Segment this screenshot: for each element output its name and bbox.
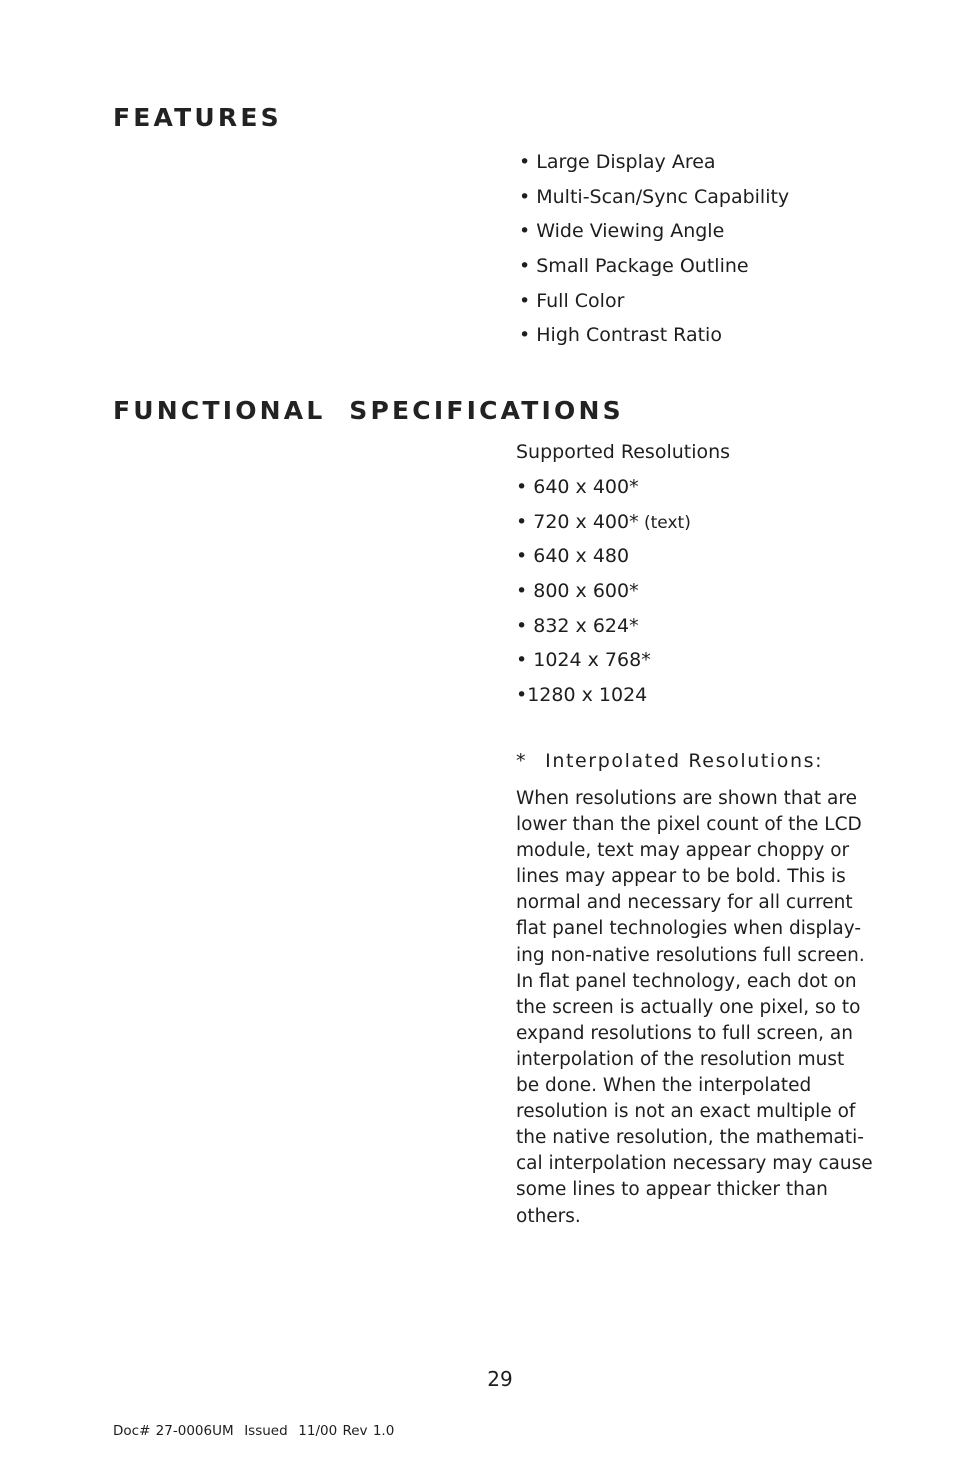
list-item xyxy=(516,678,691,713)
bullet: • xyxy=(516,545,534,568)
feature-label: Large Display Area xyxy=(536,151,716,173)
document-info-footer: Doc# 27-0006UM Issued 11/00 Rev 1.0 xyxy=(113,1423,395,1439)
list-item xyxy=(516,609,691,644)
functional-specifications-heading: FUNCTIONAL SPECIFICATIONS xyxy=(113,396,624,425)
feature-label: Wide Viewing Angle xyxy=(536,220,725,243)
bullet: • xyxy=(516,649,534,672)
list-item: • Full Color xyxy=(519,289,625,312)
bullet: • xyxy=(516,510,534,533)
bullet: • xyxy=(516,684,528,707)
bullet: • xyxy=(516,476,534,498)
list-item xyxy=(516,643,691,678)
list-item: • Wide Viewing Angle xyxy=(519,220,725,243)
list-item: • High Contrast Ratio xyxy=(519,324,722,347)
interpolated-resolutions-title xyxy=(516,750,823,772)
list-item xyxy=(516,505,691,540)
resolution-value: 800 x 600* xyxy=(533,580,639,603)
resolution-value: 640 x 480 xyxy=(533,545,630,568)
features-heading: FEATURES xyxy=(113,103,282,132)
supported-resolutions-label: Supported Resolutions xyxy=(516,441,731,463)
bullet: • xyxy=(516,580,534,603)
note-marker: * xyxy=(516,750,528,772)
resolution-value: 640 x 400* xyxy=(533,476,639,498)
list-item: • Large Display Area xyxy=(519,151,716,173)
list-item xyxy=(516,470,691,505)
feature-label: High Contrast Ratio xyxy=(536,324,722,347)
resolutions-list xyxy=(516,470,691,713)
feature-label: Multi-Scan/Sync Capability xyxy=(536,185,790,208)
resolution-note: (text) xyxy=(638,512,691,533)
list-item: • Small Package Outline xyxy=(519,255,749,278)
bullet: • xyxy=(516,614,534,637)
feature-label: Full Color xyxy=(536,289,625,312)
resolution-value: 832 x 624* xyxy=(533,614,639,637)
resolution-value: 720 x 400* xyxy=(533,510,639,533)
list-item xyxy=(516,539,691,574)
list-item: • Multi-Scan/Sync Capability xyxy=(519,185,790,208)
resolution-value: 1280 x 1024 xyxy=(527,684,648,707)
feature-label: Small Package Outline xyxy=(536,255,749,278)
list-item xyxy=(516,574,691,609)
resolution-value: 1024 x 768* xyxy=(533,649,651,672)
page-number: 29 xyxy=(487,1367,513,1391)
interpolated-resolutions-paragraph: When resolutions are shown that are lower than the pixel count of the LCD module, text may appear choppy or lines may appear to be bold. This is normal and necessary for all current flat panel technologies when display- ing non-native resolutions full screen. In flat panel technology, each dot on the screen is actually one pixel, so to expand resolutions to full screen, an interpolation of the resolution must be done. When the interpolated resolution is not an exact multiple of the native resolution, the mathemati- cal interpolation necessary may cause some lines to appear thicker than others. xyxy=(516,788,873,1227)
features-list xyxy=(516,145,789,353)
note-title-text: Interpolated Resolutions: xyxy=(545,750,824,772)
